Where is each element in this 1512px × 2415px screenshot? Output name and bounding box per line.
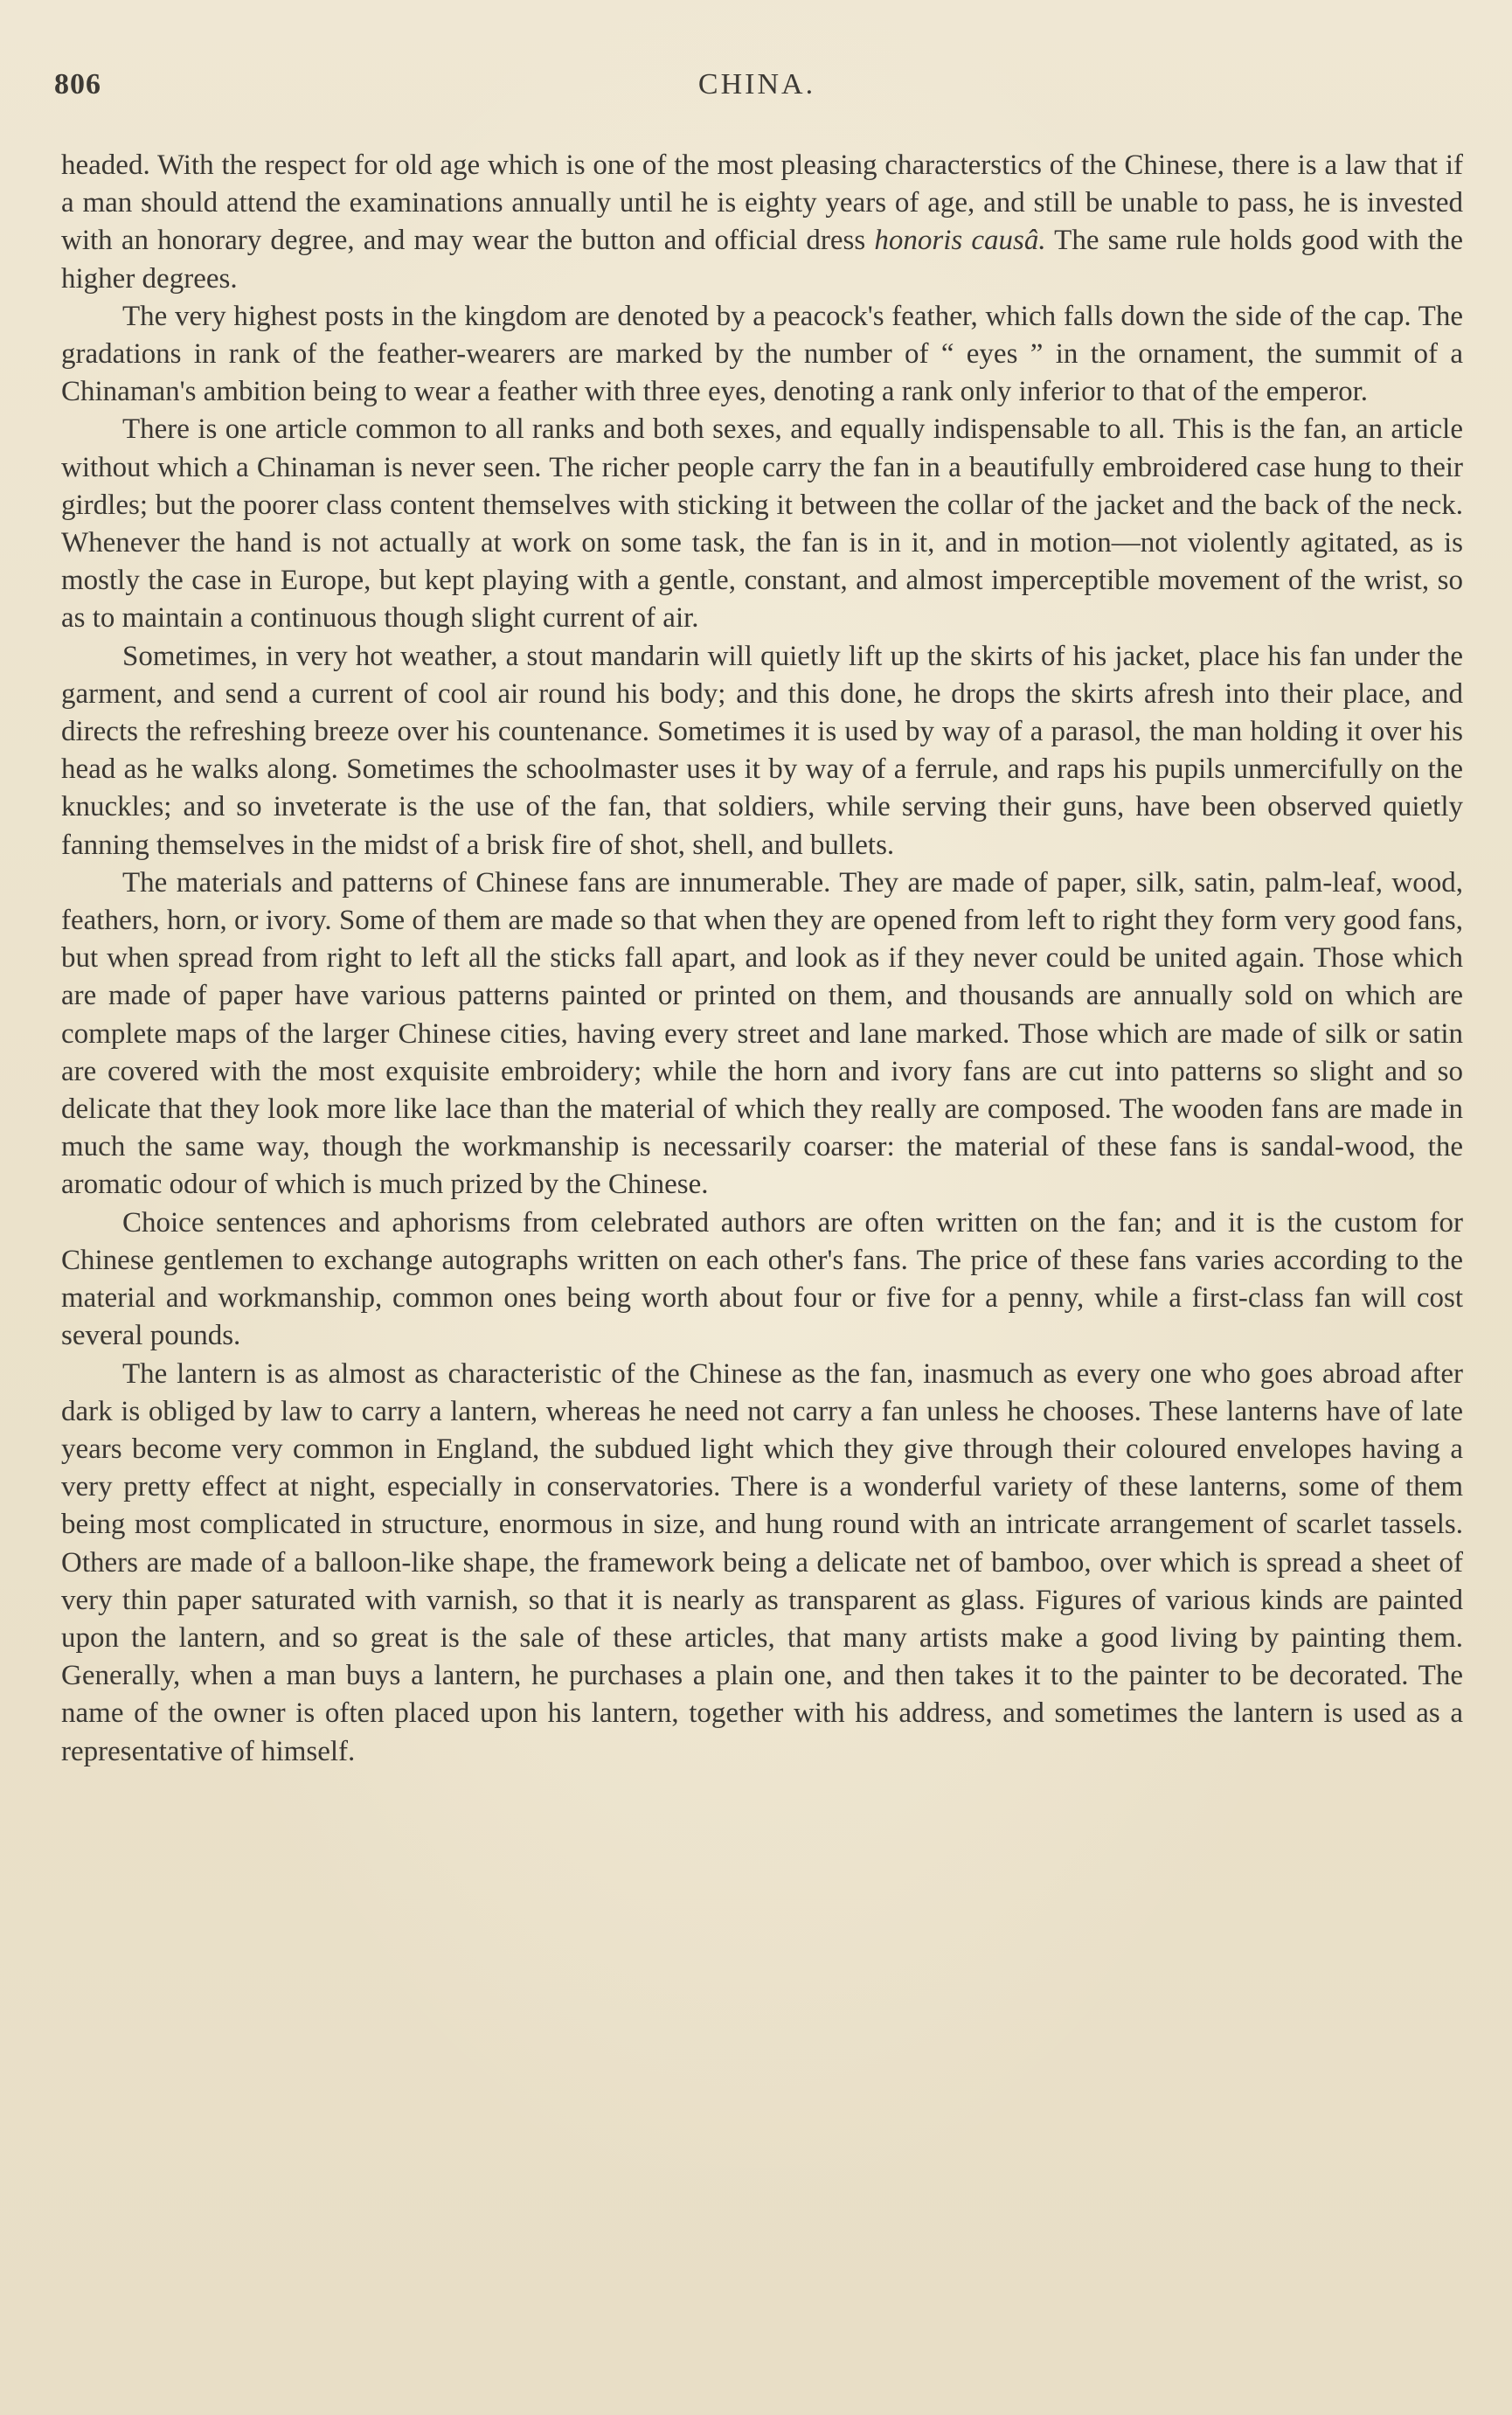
paragraph-fan-aphorisms: Choice sentences and aphorisms from celebrated authors are often written on the fan; and it is the custom for Chinese gentlemen to exchange autographs written on each other's fans. The price of these fans varies according to the material and workmanship, common ones being worth about four or five for a penny, while a first-class fan will cost several pounds. <box>61 1206 1463 1352</box>
paragraph-peacock-feather: The very highest posts in the kingdom are denoted by a peacock's feather, which falls down the side of the cap. The gradations in rank of the feather-wearers are marked by the number of “ eyes ” in the ornament, the summit of a Chinaman's ambition being to wear a feather with three eyes, denoting a rank only inferior to that of the emperor. <box>61 300 1463 408</box>
paragraph-degrees <box>61 147 1463 298</box>
body-text <box>61 147 1463 1771</box>
running-title: CHINA. <box>697 68 816 101</box>
paragraph-lanterns: The lantern is as almost as characteristic of the Chinese as the fan, inasmuch as every one who goes abroad after dark is obliged by law to carry a lantern, whereas he need not carry a fan unless he chooses. These lanterns have of late years become very common in England, the subdued light which they give through their coloured envelopes having a very pretty effect at night, especially in conservatories. There is a wonderful variety of these lanterns, some of them being most complicated in structure, enormous in size, and hung round with an intricate arrangement of scarlet tassels. Others are made of a balloon-like shape, the framework being a delicate net of bamboo, over which is spread a sheet of very thin paper saturated with varnish, so that it is nearly as transparent as glass. Figures of various kinds are painted upon the lantern, and so great is the sale of these articles, that many artists make a good living by painting them. Generally, when a man buys a lantern, he purchases a plain one, and then takes it to the painter to be decorated. The name of the owner is often placed upon his lantern, together with his address, and sometimes the lantern is used as a representative of himself. <box>61 1357 1463 1767</box>
running-head <box>54 68 1460 117</box>
paragraph-fan-uses: Sometimes, in very hot weather, a stout mandarin will quietly lift up the skirts of his jacket, place his fan under the garment, and send a current of cool air round his body; and this done, he drops the skirts afresh into their place, and directs the refreshing breeze over his countenance. Sometimes it is used by way of a parasol, the man holding it over his head as he walks along. Sometimes the schoolmaster uses it by way of a ferrule, and raps his pupils unmercifully on the knuckles; and so inveterate is the use of the fan, that soldiers, while serving their guns, have been observed quietly fanning themselves in the midst of a brisk fire of shot, shell, and bullets. <box>61 640 1463 861</box>
paragraph-text: The same rule holds good with the higher degrees. <box>61 225 1464 295</box>
italic-phrase: honoris causâ. <box>874 225 1046 257</box>
paragraph-fan-materials: The materials and patterns of Chinese fans are innumerable. They are made of paper, silk, satin, palm-leaf, wood, feathers, horn, or ivory. Some of them are made so that when they are opened from left to right they form very good fans, but when spread from right to left all the sticks fall apart, and look as if they never could be united again. Those which are made of paper have various patterns painted or printed on them, and thousands are annually sold on which are complete maps of the larger Chinese cities, having every street and lane marked. Those which are made of silk or satin are covered with the most exquisite embroidery; while the horn and ivory fans are cut into patterns so slight and so delicate that they look more like lace than the material of which they really are composed. The wooden fans are made in much the same way, though the workmanship is necessarily coarser: the material of these fans is sandal-wood, the aromatic odour of which is much prized by the Chinese. <box>61 866 1463 1201</box>
paragraph-text: headed. With the respect for old age which is one of the most pleasing characterstics of the Chinese, there is a law that if a man should attend the examinations annually until he is eighty years of age, and still be unable to pass, he is invested with an honorary degree, and may wear the button and official dress <box>61 149 1463 257</box>
page-number: 806 <box>54 68 101 101</box>
paragraph-fan-common: There is one article common to all ranks and both sexes, and equally indispensable to all. This is the fan, an article without which a Chinaman is never seen. The richer people carry the fan in a beautifully embroidered case hung to their girdles; but the poorer class content themselves with sticking it between the collar of the jacket and the back of the neck. Whenever the hand is not actually at work on some task, the fan is in it, and in motion—not violently agitated, as is mostly the case in Europe, but kept playing with a gentle, constant, and almost imperceptible movement of the wrist, so as to maintain a continuous though slight current of air. <box>61 413 1463 635</box>
